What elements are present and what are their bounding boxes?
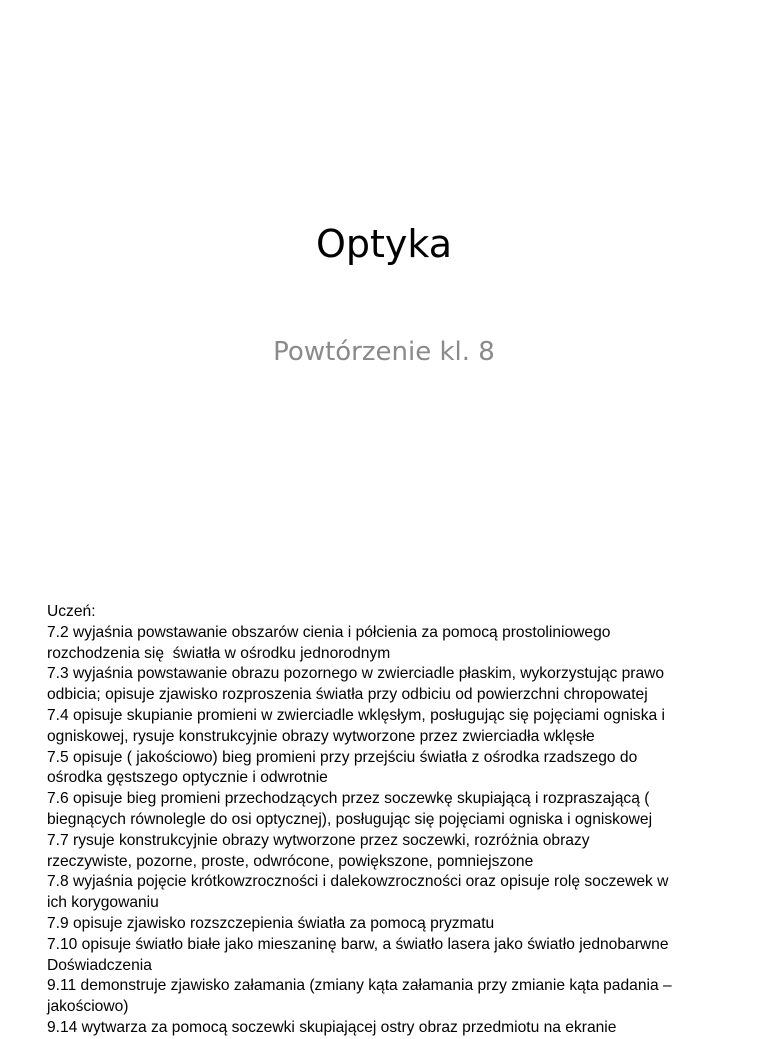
slide-subtitle: Powtórzenie kl. 8 (273, 337, 495, 367)
text-line: ośrodka gęstszego optycznie i odwrotnie (47, 769, 328, 787)
text-line: 7.8 wyjaśnia pojęcie krótkowzroczności i dalekowzroczności oraz opisuje rolę soczewek w (47, 873, 669, 891)
text-line: 7.5 opisuje ( jakościowo) bieg promieni przy przejściu światła z ośrodka rzadszego do (47, 748, 638, 766)
text-line: 7.3 wyjaśnia powstawanie obrazu pozornego w zwierciadle płaskim, wykorzystując prawo (47, 665, 665, 683)
text-line: odbicia; opisuje zjawisko rozproszenia światła przy odbiciu od powierzchni chropowatej (47, 686, 648, 704)
text-line: 7.9 opisuje zjawisko rozszczepienia światła za pomocą pryzmatu (47, 914, 495, 932)
text-line: 7.4 opisuje skupianie promieni w zwierciadle wklęsłym, posługując się pojęciami ogniska i (47, 706, 665, 724)
text-line: Uczeń: (47, 603, 96, 620)
text-line: 7.6 opisuje bieg promieni przechodzących przez soczewkę skupiającą i rozpraszającą ( (47, 790, 650, 808)
text-line: 9.14 wytwarza za pomocą soczewki skupiającej ostry obraz przedmiotu na ekranie (47, 1018, 617, 1036)
text-line: rzeczywiste, pozorne, proste, odwrócone, powiększone, pomniejszone (47, 852, 534, 870)
text-line: ogniskowej, rysuje konstrukcyjnie obrazy wytworzone przez zwierciadła wklęsłe (47, 727, 595, 745)
text-line: rozchodzenia się światła w ośrodku jednorodnym (47, 644, 391, 662)
text-line: 7.7 rysuje konstrukcyjnie obrazy wytworzone przez soczewki, rozróżnia obrazy (47, 831, 590, 849)
text-line: jakościowo) (47, 998, 129, 1016)
slide-title: Optyka (315, 222, 453, 266)
text-line: 7.2 wyjaśnia powstawanie obszarów cienia i półcienia za pomocą prostoliniowego (47, 623, 611, 641)
text-line: 9.11 demonstruje zjawisko załamania (zmiany kąta załamania przy zmianie kąta padania – (47, 977, 672, 995)
curriculum-text (47, 602, 747, 1039)
section-heading: Doświadczenia (47, 956, 152, 974)
text-line: 7.10 opisuje światło białe jako mieszaninę barw, a światło lasera jako światło jednobarwne (47, 935, 669, 953)
text-line: biegnących równolegle do osi optycznej), posługując się pojęciami ogniska i ogniskowej (47, 810, 653, 828)
text-line: ich korygowaniu (47, 894, 159, 912)
